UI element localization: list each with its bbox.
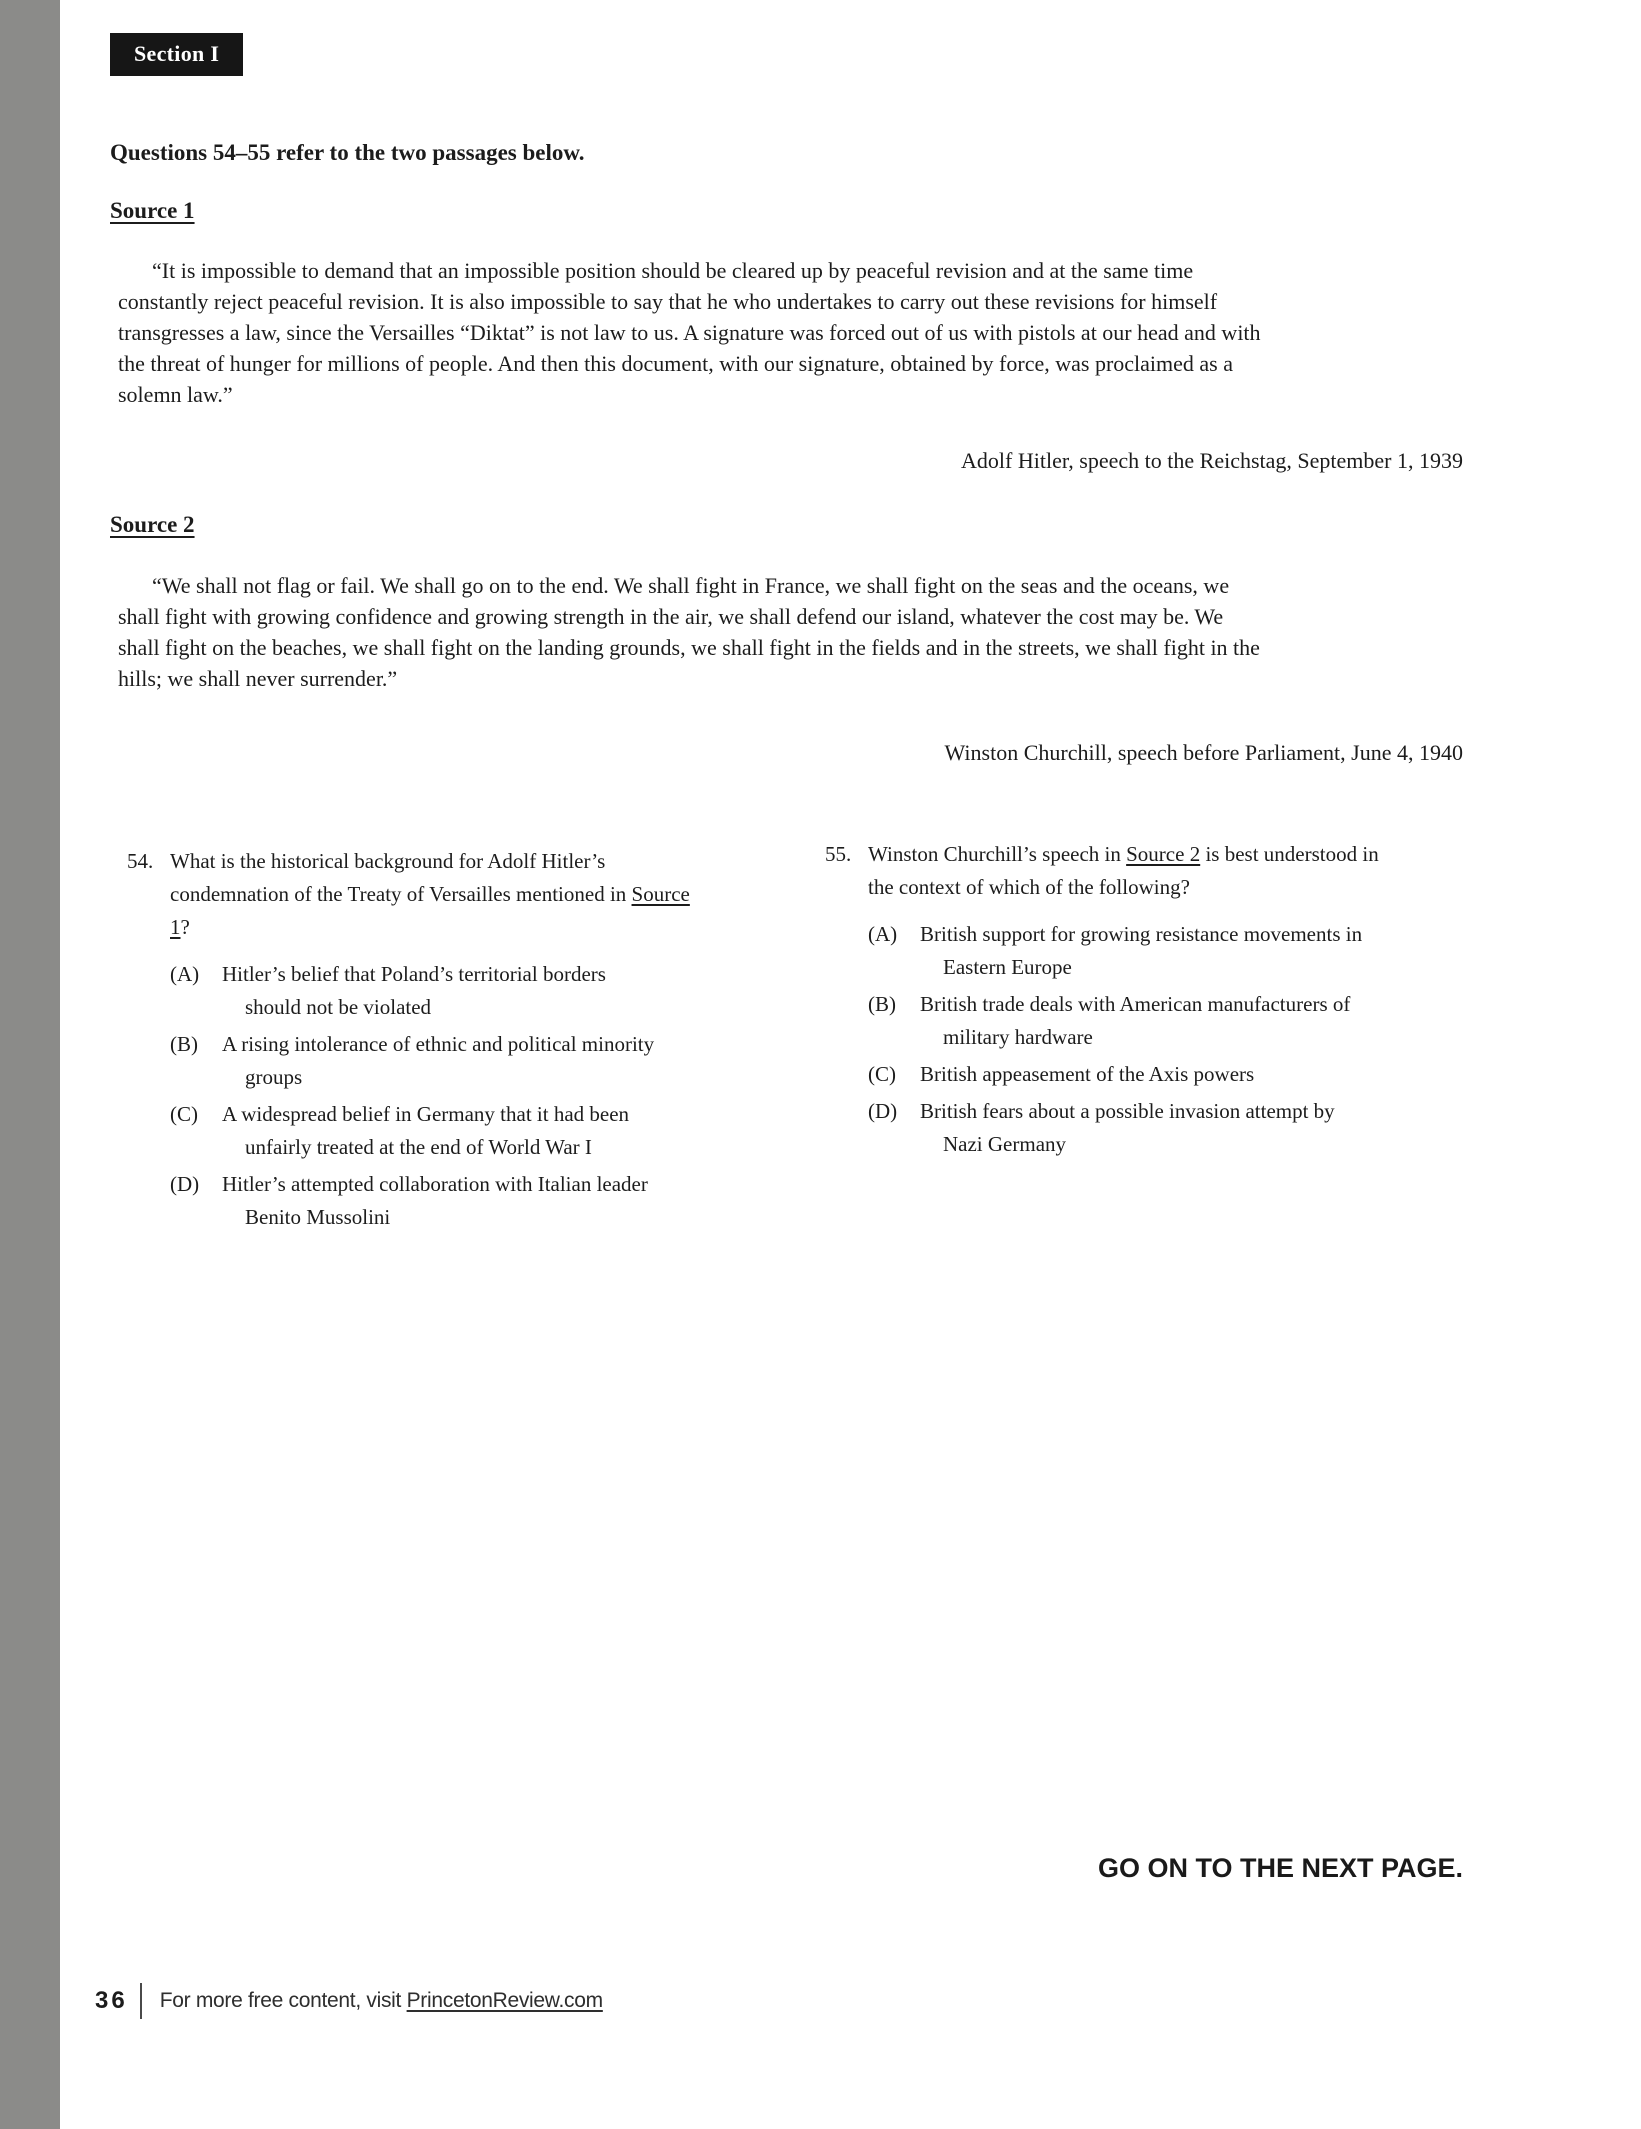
source-1-passage: “It is impossible to demand that an impossible position should be cleared up by peaceful revision and at the same time constantly reject peaceful revision. It is also impossible to say that he who undertakes to carry out these revisions for himself transgresses a law, since the Versailles “Diktat” is not law to us. A signature was forced out of us with pistols at our head and with the threat of hunger for millions of people. And then this document, with our signature, obtained by force, was proclaimed as a solemn law.” xyxy=(118,258,1261,407)
choice-54-A-letter: (A) xyxy=(170,962,200,986)
source-1-label: Source 1 xyxy=(110,198,195,223)
source-2-passage: “We shall not flag or fail. We shall go on to the end. We shall fight in France, we shall fight on the seas and the oceans, we shall fight with growing confidence and growing strength in the air, we shall defend our island, whatever the cost may be. We shall fight on the beaches, we shall fight on the landing grounds, we shall fight in the fields and in the streets, we shall fight in the hills; we shall never surrender.” xyxy=(118,573,1260,691)
choice-54-B xyxy=(170,1028,700,1094)
questions-area xyxy=(127,842,1383,1238)
question-55-body xyxy=(868,838,1383,1165)
choice-55-D xyxy=(868,1095,1383,1161)
question-55-number: 55. xyxy=(825,842,852,866)
choice-54-D-letter: (D) xyxy=(170,1172,200,1196)
choice-54-C-text: A widespread belief in Germany that it had been unfairly treated at the end of World War I xyxy=(222,1102,630,1159)
choice-55-D-letter: (D) xyxy=(868,1099,898,1123)
footer-website-link[interactable]: PrincetonReview.com xyxy=(406,1989,603,2012)
footer-divider xyxy=(140,1983,142,2019)
question-54 xyxy=(127,845,700,1238)
question-55-stem-text: Winston Churchill’s speech in xyxy=(868,842,1127,866)
choice-55-A-text: British support for growing resistance movements in Eastern Europe xyxy=(920,922,1363,979)
question-54-source-link: Source 1 xyxy=(170,882,690,939)
question-55-stem-end: is best understood in the context of which of the following? xyxy=(868,842,1379,899)
question-55-choices xyxy=(868,918,1383,1161)
question-54-choices xyxy=(170,958,700,1234)
choice-55-C-letter: (C) xyxy=(868,1062,896,1086)
section-label: Section I xyxy=(134,41,220,66)
page-edge-band xyxy=(0,0,60,2129)
choice-55-A xyxy=(868,918,1383,984)
page-number: 36 xyxy=(95,1987,128,2014)
choice-54-B-text: A rising intolerance of ethnic and political minority groups xyxy=(222,1032,655,1089)
choice-55-D-text: British fears about a possible invasion attempt by Nazi Germany xyxy=(920,1099,1335,1156)
footer-text xyxy=(160,1989,603,2013)
choice-54-A-text: Hitler’s belief that Poland’s territorial borders should not be violated xyxy=(222,962,606,1019)
choice-54-A xyxy=(170,958,700,1024)
question-54-stem-text: What is the historical background for Adolf Hitler’s condemnation of the Treaty of Versailles mentioned in xyxy=(170,849,632,906)
choice-55-B xyxy=(868,988,1383,1054)
question-54-stem-end: ? xyxy=(180,915,190,939)
choice-54-B-letter: (B) xyxy=(170,1032,198,1056)
choice-54-D-text: Hitler’s attempted collaboration with Italian leader Benito Mussolini xyxy=(222,1172,648,1229)
questions-intro-heading: Questions 54–55 refer to the two passages below. xyxy=(110,140,585,165)
question-55-stem xyxy=(868,838,1383,904)
question-55 xyxy=(825,838,1383,1165)
choice-55-A-letter: (A) xyxy=(868,922,898,946)
choice-55-B-text: British trade deals with American manufacturers of military hardware xyxy=(920,992,1351,1049)
go-on-instruction: GO ON TO THE NEXT PAGE. xyxy=(1097,1853,1463,1883)
choice-55-C-text: British appeasement of the Axis powers xyxy=(920,1062,1255,1086)
choice-54-D xyxy=(170,1168,700,1234)
choice-55-B-letter: (B) xyxy=(868,992,896,1016)
choice-54-C xyxy=(170,1098,700,1164)
section-header-box xyxy=(110,33,243,76)
source-2-attribution: Winston Churchill, speech before Parliament, June 4, 1940 xyxy=(944,740,1463,765)
question-54-number: 54. xyxy=(127,849,154,873)
page-footer xyxy=(95,1983,603,2019)
source-1-attribution: Adolf Hitler, speech to the Reichstag, September 1, 1939 xyxy=(961,448,1463,473)
question-55-source-link: Source 2 xyxy=(1126,842,1201,866)
choice-54-C-letter: (C) xyxy=(170,1102,198,1126)
question-54-body xyxy=(170,845,700,1238)
source-2-label: Source 2 xyxy=(110,512,195,537)
choice-55-C xyxy=(868,1058,1383,1091)
footer-message: For more free content, visit xyxy=(159,1989,407,2012)
question-54-stem xyxy=(170,845,700,944)
